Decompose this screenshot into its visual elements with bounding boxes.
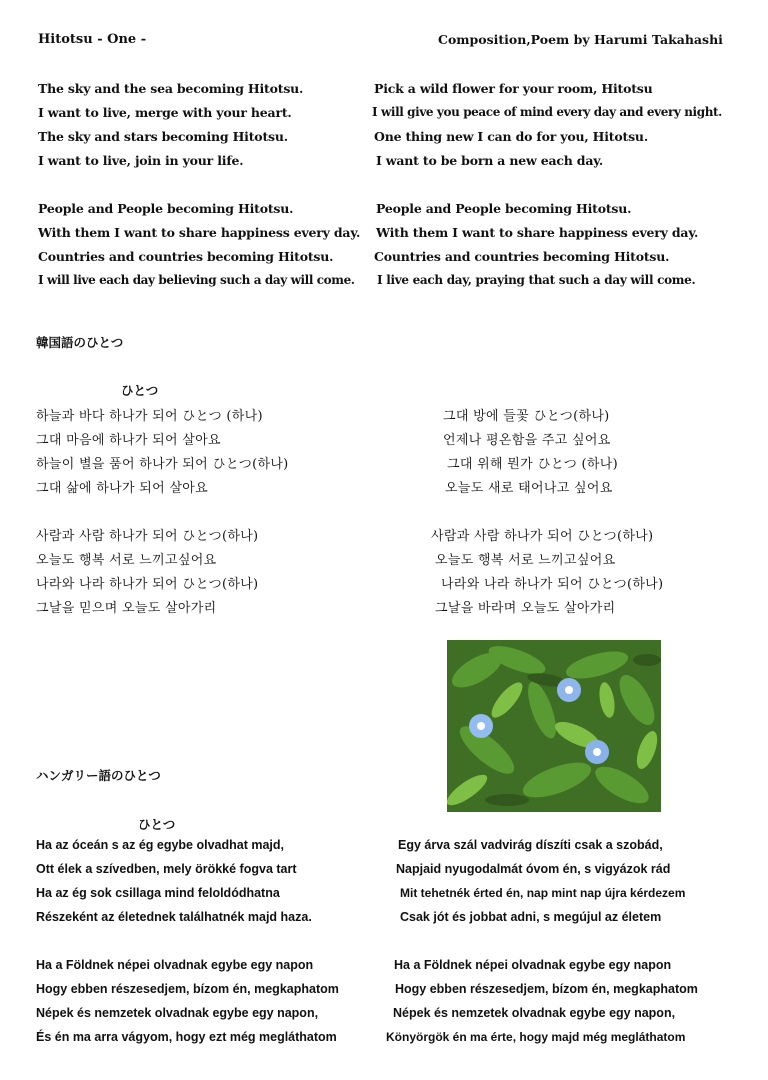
english-right-line: I want to be born a new each day. [376,153,604,168]
english-left-line: The sky and stars becoming Hitotsu. [38,129,288,144]
korean-left-line: 나라와 나라 하나가 되어 ひとつ(하나) [36,577,259,592]
korean-right-line: 나라와 나라 하나가 되어 ひとつ(하나) [441,577,664,592]
hungarian-subtitle: ひとつ [138,817,176,832]
english-left-line: The sky and the sea becoming Hitotsu. [38,81,304,96]
hungarian-left-line: Ott élek a szívedben, mely örökké fogva tart [36,862,297,876]
hungarian-right-line: Napjaid nyugodalmát óvom én, s vigyázok rád [396,862,671,876]
korean-left-line: 사람과 사람 하나가 되어 ひとつ(하나) [36,529,259,544]
english-left-line: I will live each day believing such a day will come. [38,273,355,287]
korean-left-line: 하늘과 바다 하나가 되어 ひとつ (하나) [36,409,263,424]
hungarian-left-line: És én ma arra vágyom, hogy ezt még megláthatom [36,1030,337,1044]
hungarian-left-line: Ha az óceán s az ég egybe olvadhat majd, [36,838,285,852]
hungarian-right-line: Csak jót és jobbat adni, s megújul az életem [400,910,662,924]
flower-icon [585,740,609,764]
english-right-line: One thing new I can do for you, Hitotsu. [374,129,648,144]
korean-right-line: 오늘도 새로 태어나고 싶어요 [445,481,613,496]
korean-left-line: 그대 마음에 하나가 되어 살아요 [36,433,221,448]
korean-right-line: 그대 방에 들꽃 ひとつ(하나) [443,409,610,424]
korean-right-line: 사람과 사람 하나가 되어 ひとつ(하나) [431,529,654,544]
hungarian-right-line: Népek és nemzetek olvadnak egybe egy napon, [393,1006,676,1020]
english-right-line: People and People becoming Hitotsu. [376,201,632,216]
korean-right-line: 오늘도 행복 서로 느끼고싶어요 [435,553,616,568]
author-credit: Composition,Poem by Harumi Takahashi [438,32,723,47]
korean-left-line: 오늘도 행복 서로 느끼고싶어요 [36,553,217,568]
korean-heading: 韓国語のひとつ [36,335,124,350]
english-right-line: I will give you peace of mind every day and every night. [372,105,722,119]
hungarian-left-line: Hogy ebben részesedjem, bízom én, megkaphatom [36,982,339,996]
hungarian-right-line: Könyörgök én ma érte, hogy majd még megláthatom [386,1030,686,1044]
hungarian-left-line: Népek és nemzetek olvadnak egybe egy napon, [36,1006,319,1020]
hungarian-right-line: Mit tehetnék érted én, nap mint nap újra kérdezem [400,886,686,900]
wildflower-image [447,640,661,812]
hungarian-heading: ハンガリー語のひとつ [36,768,161,783]
hungarian-right-line: Hogy ebben részesedjem, bízom én, megkaphatom [395,982,698,996]
poem-title: Hitotsu - One - [38,32,147,47]
korean-right-line: 그대 위해 뭔가 ひとつ (하나) [447,457,618,472]
english-right-line: Countries and countries becoming Hitotsu. [374,249,670,264]
english-left-line: I want to live, join in your life. [38,153,244,168]
korean-left-line: 하늘이 별을 품어 하나가 되어 ひとつ(하나) [36,457,289,472]
hungarian-right-line: Ha a Földnek népei olvadnak egybe egy napon [394,958,672,972]
english-left-line: I want to live, merge with your heart. [38,105,292,120]
english-right-line: I live each day, praying that such a day will come. [377,273,696,287]
english-left-line: With them I want to share happiness every day. [38,225,361,240]
english-left-line: People and People becoming Hitotsu. [38,201,294,216]
korean-left-line: 그대 삶에 하나가 되어 살아요 [36,481,209,496]
korean-left-line: 그날을 믿으며 오늘도 살아가리 [36,601,217,616]
english-right-line: Pick a wild flower for your room, Hitotsu [374,81,653,96]
flower-icon [469,714,493,738]
hungarian-left-line: Ha az ég sok csillaga mind feloldódhatna [36,886,280,900]
flower-icon [557,678,581,702]
korean-subtitle: ひとつ [121,383,159,398]
wildflower-photo [447,640,661,812]
korean-right-line: 그날을 바라며 오늘도 살아가리 [435,601,616,616]
english-left-line: Countries and countries becoming Hitotsu. [38,249,334,264]
english-right-line: With them I want to share happiness every day. [376,225,699,240]
korean-right-line: 언제나 평온함을 주고 싶어요 [443,433,611,448]
hungarian-left-line: Ha a Földnek népei olvadnak egybe egy napon [36,958,314,972]
hungarian-right-line: Egy árva szál vadvirág díszíti csak a szobád, [398,838,663,852]
hungarian-left-line: Részeként az életednek találhatnék majd haza. [36,910,312,924]
